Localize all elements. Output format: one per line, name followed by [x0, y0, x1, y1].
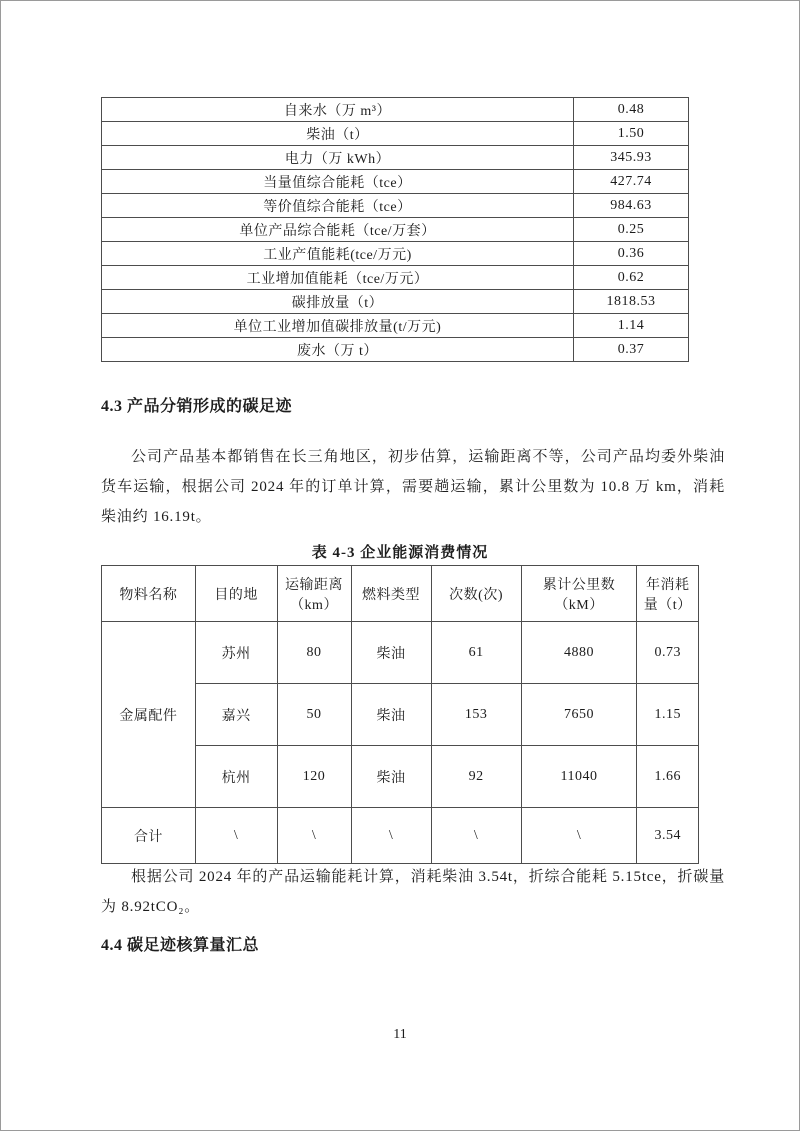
row-value: 1818.53 — [573, 290, 688, 314]
row-value: 1.14 — [573, 314, 688, 338]
fuel-cell: 柴油 — [351, 622, 431, 684]
row-label: 自来水（万 m³） — [102, 98, 574, 122]
fuel-cell: 柴油 — [351, 684, 431, 746]
page-number: 11 — [393, 1027, 407, 1042]
row-label: 当量值综合能耗（tce） — [102, 170, 574, 194]
row-label: 单位产品综合能耗（tce/万套） — [102, 218, 574, 242]
row-label: 工业产值能耗(tce/万元) — [102, 242, 574, 266]
row-label: 碳排放量（t） — [102, 290, 574, 314]
header-trips: 次数(次) — [431, 566, 521, 622]
trips-cell: 153 — [431, 684, 521, 746]
destination-cell: 杭州 — [195, 746, 277, 808]
total-label: 合计 — [102, 808, 196, 864]
table-row — [102, 146, 689, 170]
total-km-cell: 11040 — [521, 746, 637, 808]
table-row — [102, 98, 689, 122]
row-label: 电力（万 kWh） — [102, 146, 574, 170]
table-total-row — [102, 808, 699, 864]
placeholder-cell: \ — [277, 808, 351, 864]
annual-cell: 0.73 — [637, 622, 699, 684]
header-distance: 运输距离（km） — [277, 566, 351, 622]
transport-energy-table — [101, 565, 699, 864]
row-value: 1.50 — [573, 122, 688, 146]
table-row — [102, 338, 689, 362]
table-row — [102, 194, 689, 218]
total-km-cell: 7650 — [521, 684, 637, 746]
distance-cell: 120 — [277, 746, 351, 808]
annual-cell: 1.66 — [637, 746, 699, 808]
total-km-cell: 4880 — [521, 622, 637, 684]
header-total-km: 累计公里数（kM） — [521, 566, 637, 622]
table-row — [102, 266, 689, 290]
destination-cell: 嘉兴 — [195, 684, 277, 746]
placeholder-cell: \ — [351, 808, 431, 864]
placeholder-cell: \ — [195, 808, 277, 864]
section-4-4-heading: 4.4 碳足迹核算量汇总 — [101, 937, 260, 954]
row-value: 427.74 — [573, 170, 688, 194]
placeholder-cell: \ — [521, 808, 637, 864]
table-header-row — [102, 566, 699, 622]
annual-cell: 1.15 — [637, 684, 699, 746]
table-row — [102, 242, 689, 266]
table-row — [102, 622, 699, 684]
row-value: 345.93 — [573, 146, 688, 170]
table-row — [102, 170, 689, 194]
table-row — [102, 290, 689, 314]
row-label: 单位工业增加值碳排放量(t/万元) — [102, 314, 574, 338]
row-value: 984.63 — [573, 194, 688, 218]
row-value: 0.62 — [573, 266, 688, 290]
section-4-3-paragraph: 公司产品基本都销售在长三角地区，初步估算，运输距离不等，公司产品均委外柴油货车运输，根据公司 2024 年的订单计算，需要趟运输，累计公里数为 10.8 万 km，消耗柴油约 16.19t。 — [101, 449, 725, 525]
row-label: 柴油（t） — [102, 122, 574, 146]
placeholder-cell: \ — [431, 808, 521, 864]
material-cell: 金属配件 — [102, 622, 196, 808]
header-material: 物料名称 — [102, 566, 196, 622]
distance-cell: 80 — [277, 622, 351, 684]
row-value: 0.36 — [573, 242, 688, 266]
fuel-cell: 柴油 — [351, 746, 431, 808]
table-row — [102, 122, 689, 146]
row-label: 废水（万 t） — [102, 338, 574, 362]
header-annual-consumption: 年消耗量（t） — [637, 566, 699, 622]
row-label: 等价值综合能耗（tce） — [102, 194, 574, 218]
row-value: 0.25 — [573, 218, 688, 242]
section-4-3-heading: 4.3 产品分销形成的碳足迹 — [101, 398, 293, 415]
destination-cell: 苏州 — [195, 622, 277, 684]
row-label: 工业增加值能耗（tce/万元） — [102, 266, 574, 290]
transport-energy-paragraph: 根据公司 2024 年的产品运输能耗计算，消耗柴油 3.54t，折综合能耗 5.15tce，折碳量为 8.92tCO₂。 — [101, 869, 725, 915]
trips-cell: 61 — [431, 622, 521, 684]
table-row — [102, 218, 689, 242]
energy-consumption-summary-table — [101, 97, 689, 362]
row-value: 0.37 — [573, 338, 688, 362]
total-annual-cell: 3.54 — [637, 808, 699, 864]
row-value: 0.48 — [573, 98, 688, 122]
distance-cell: 50 — [277, 684, 351, 746]
table-4-3-caption: 表 4-3 企业能源消费情况 — [311, 545, 489, 561]
table-row — [102, 314, 689, 338]
trips-cell: 92 — [431, 746, 521, 808]
header-destination: 目的地 — [195, 566, 277, 622]
header-fuel-type: 燃料类型 — [351, 566, 431, 622]
